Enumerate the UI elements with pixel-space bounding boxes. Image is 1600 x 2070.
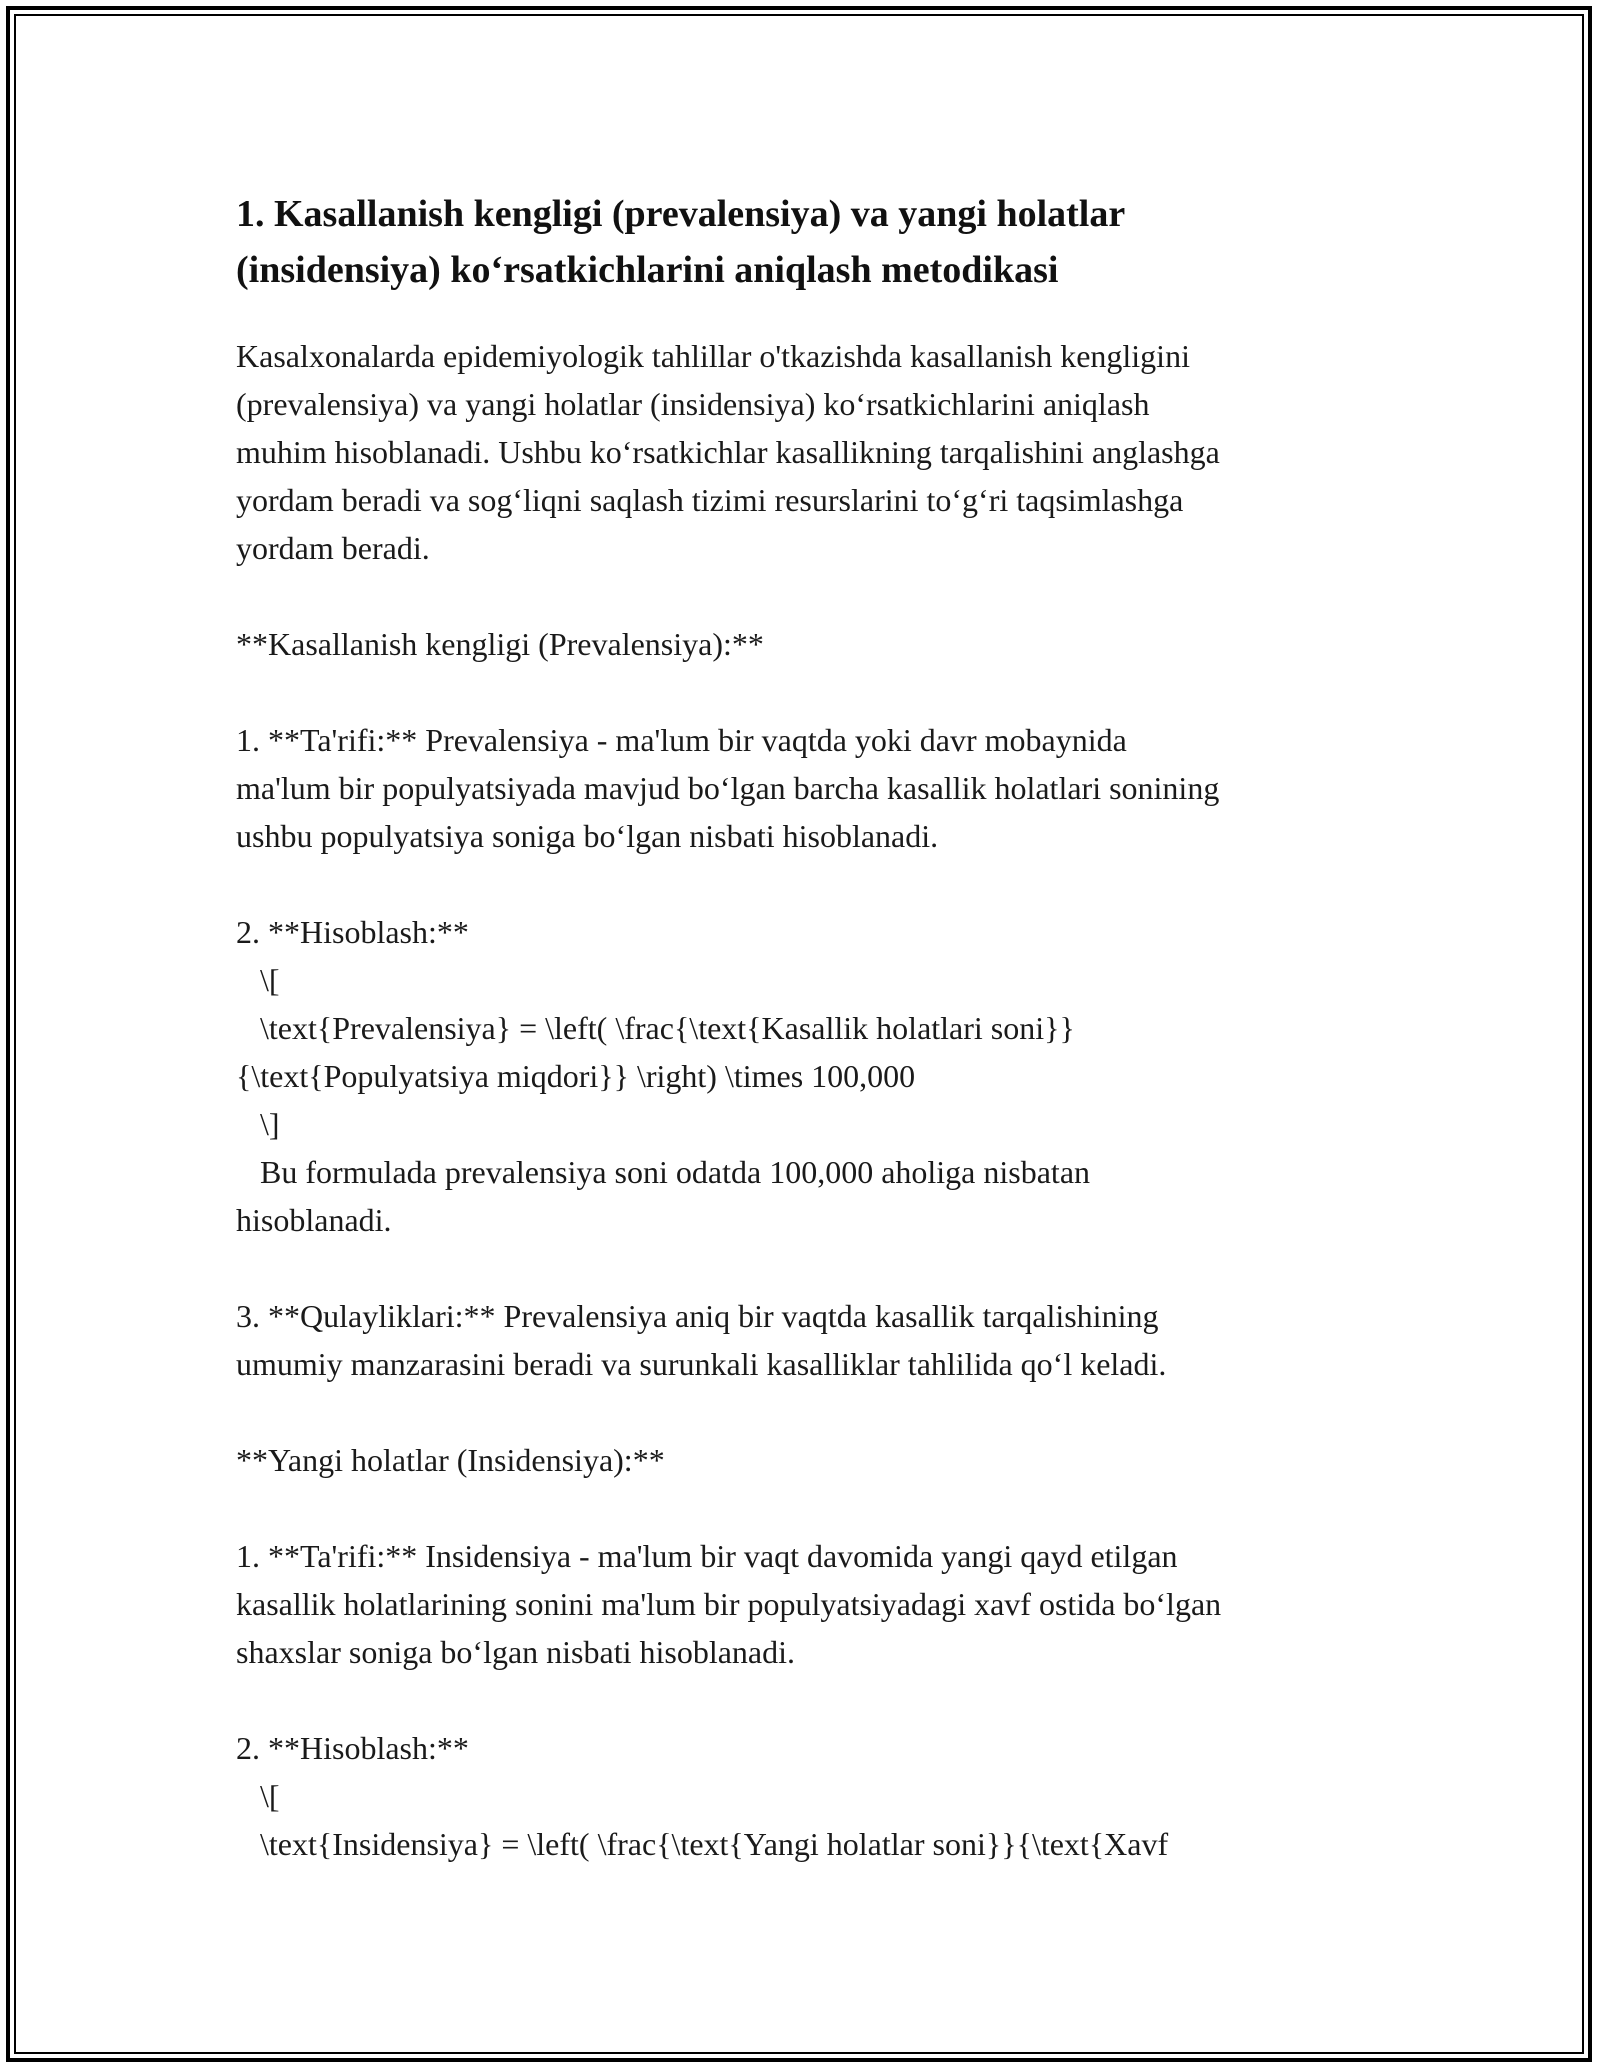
text-line: 2. **Hisoblash:** (236, 1730, 469, 1766)
text-line: Kasalxonalarda epidemiyologik tahlillar o'tkazishda kasallanish kengligini (236, 338, 1190, 374)
text-line: kasallik holatlarining sonini ma'lum bir populyatsiyadagi xavf ostida bo‘lgan (236, 1586, 1222, 1622)
document-body (236, 186, 1376, 1916)
text-line: \[ (236, 962, 280, 998)
text-line: \text{Insidensiya} = \left( \frac{\text{Yangi holatlar soni}}{\text{Xavf (236, 1826, 1169, 1862)
text-line: 1. **Ta'rifi:** Prevalensiya - ma'lum bir vaqtda yoki davr mobaynida (236, 722, 1127, 758)
text-line: **Kasallanish kengligi (Prevalensiya):** (236, 626, 764, 662)
paragraph (236, 620, 1376, 668)
text-line: yordam beradi. (236, 530, 430, 566)
text-line: \[ (236, 1778, 280, 1814)
paragraph (236, 332, 1376, 572)
text-line: (prevalensiya) va yangi holatlar (insidensiya) ko‘rsatkichlarini aniqlash (236, 386, 1150, 422)
text-line: yordam beradi va sog‘liqni saqlash tizimi resurslarini to‘g‘ri taqsimlashga (236, 482, 1184, 518)
text-line: \] (236, 1106, 280, 1142)
paragraph (236, 1436, 1376, 1484)
paragraphs (236, 332, 1376, 1868)
paragraph (236, 1532, 1376, 1676)
text-line: ma'lum bir populyatsiyada mavjud bo‘lgan barcha kasallik holatlari sonining (236, 770, 1220, 806)
paragraph (236, 1724, 1376, 1868)
paragraph (236, 1292, 1376, 1388)
text-line: umumiy manzarasini beradi va surunkali kasalliklar tahlilida qo‘l keladi. (236, 1346, 1167, 1382)
text-line: 2. **Hisoblash:** (236, 914, 469, 950)
text-line: {\text{Populyatsiya miqdori}} \right) \times 100,000 (236, 1058, 916, 1094)
paragraph (236, 908, 1376, 1244)
text-line: \text{Prevalensiya} = \left( \frac{\text{Kasallik holatlari soni}} (236, 1010, 1075, 1046)
text-line: **Yangi holatlar (Insidensiya):** (236, 1442, 665, 1478)
paragraph (236, 716, 1376, 860)
text-line: muhim hisoblanadi. Ushbu ko‘rsatkichlar kasallikning tarqalishini anglashga (236, 434, 1220, 470)
heading-line: (insidensiya) ko‘rsatkichlarini aniqlash metodikasi (236, 249, 1059, 291)
text-line: 3. **Qulayliklari:** Prevalensiya aniq bir vaqtda kasallik tarqalishining (236, 1298, 1159, 1334)
text-line: 1. **Ta'rifi:** Insidensiya - ma'lum bir vaqt davomida yangi qayd etilgan (236, 1538, 1178, 1574)
text-line: ushbu populyatsiya soniga bo‘lgan nisbati hisoblanadi. (236, 818, 939, 854)
text-line: Bu formulada prevalensiya soni odatda 100,000 aholiga nisbatan (236, 1154, 1091, 1190)
heading-line: 1. Kasallanish kengligi (prevalensiya) va yangi holatlar (236, 193, 1126, 235)
text-line: hisoblanadi. (236, 1202, 392, 1238)
section-heading (236, 186, 1376, 298)
text-line: shaxslar soniga bo‘lgan nisbati hisoblanadi. (236, 1634, 796, 1670)
